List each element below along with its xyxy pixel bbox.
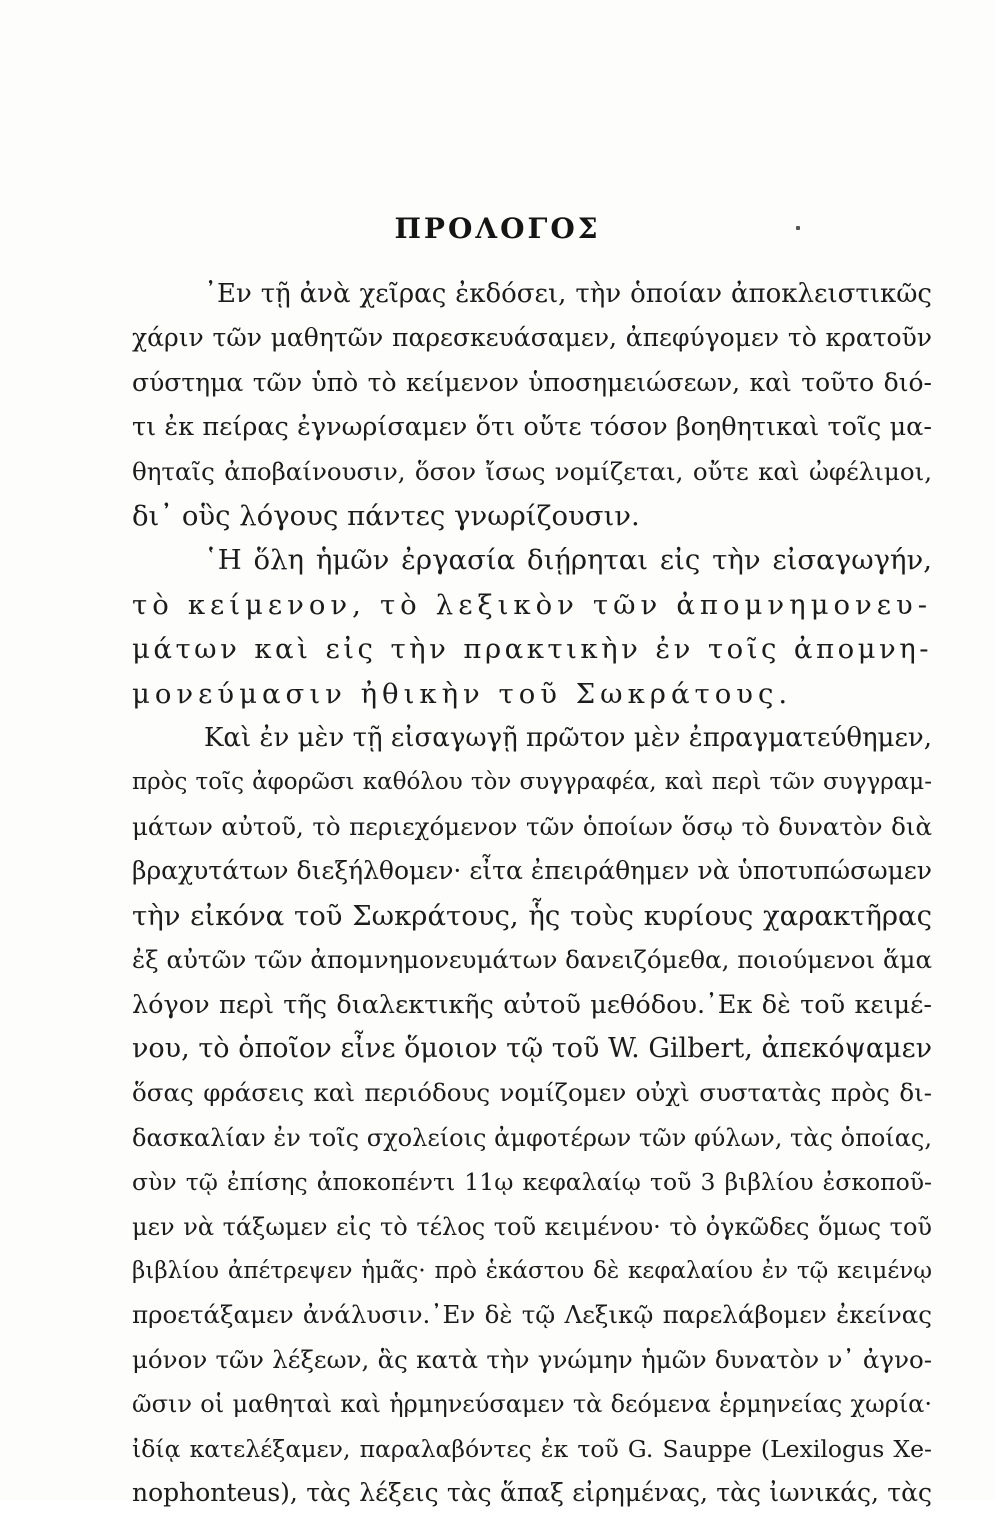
text-line: πρὸς τοῖς ἀφορῶσι καθόλου τὸν συγγραφέα, καὶ περὶ τῶν συγγραμ- <box>132 769 932 796</box>
text-line: μάτων καὶ εἰς τὴν πρακτικὴν ἐν τοῖς ἀπομνη- <box>132 633 932 666</box>
text-line: δασκαλίαν ἐν τοῖς σχολείοις ἀμφοτέρων τῶν φύλων, τὰς ὁποίας, <box>132 1123 932 1152</box>
text-line: νου, τὸ ὁποῖον εἶνε ὅμοιον τῷ τοῦ W. Gilbert, ἀπεκόψαμεν <box>132 1032 932 1064</box>
text-line: βραχυτάτων διεξήλθομεν· εἶτα ἐπειράθημεν νὰ ὑποτυπώσωμεν <box>132 856 932 886</box>
text-line: ἐξ αὐτῶν τῶν ἀπομνημονευμάτων δανειζόμεθα, ποιούμενοι ἅμα <box>132 945 932 975</box>
text-line: ἰδίᾳ κατελέξαμεν, παραλαβόντες ἐκ τοῦ G. Sauppe (Lexilogus Xe- <box>132 1434 932 1463</box>
page-title: ΠΡΟΛΟΓΟΣ <box>394 212 601 245</box>
text-line: μάτων αὐτοῦ, τὸ περιεχόμενον τῶν ὁποίων ὅσῳ τὸ δυνατὸν διὰ <box>132 811 932 841</box>
ink-mark <box>796 226 800 230</box>
text-line: ὅσας φράσεις καὶ περιόδους νομίζομεν οὐχὶ συστατὰς πρὸς δι- <box>132 1078 932 1108</box>
text-line: λόγον περὶ τῆς διαλεκτικῆς αὐτοῦ μεθόδου.᾿Εκ δὲ τοῦ κειμέ- <box>132 989 932 1020</box>
text-line: τὸ κείμενον, τὸ λεξικὸν τῶν ἀπομνημονευ- <box>132 588 932 621</box>
text-line: θηταῖς ἀποβαίνουσιν, ὅσον ἴσως νομίζεται, οὔτε καὶ ὠφέλιμοι, <box>132 456 932 486</box>
text-line: μεν νὰ τάξωμεν εἰς τὸ τέλος τοῦ κειμένου· τὸ ὀγκῶδες ὅμως τοῦ <box>132 1212 932 1241</box>
preface-text <box>132 272 932 1515</box>
text-line: ῾Η ὅλη ἡμῶν ἐργασία διῄρηται εἰς τὴν εἰσαγωγήν, <box>204 544 932 577</box>
text-line: βιβλίου ἀπέτρεψεν ἡμᾶς· πρὸ ἑκάστου δὲ κεφαλαίου ἐν τῷ κειμένῳ <box>132 1257 932 1284</box>
text-line: σύστημα τῶν ὑπὸ τὸ κείμενον ὑποσημειώσεων, καὶ τοῦτο διό- <box>132 367 932 397</box>
text-line: τι ἐκ πείρας ἐγνωρίσαμεν ὅτι οὔτε τόσον βοηθητικαὶ τοῖς μα- <box>132 412 932 443</box>
text-line: σὺν τῷ ἐπίσης ἀποκοπέντι 11ῳ κεφαλαίῳ τοῦ 3 βιβλίου ἐσκοποῦ- <box>132 1168 932 1197</box>
text-line: χάριν τῶν μαθητῶν παρεσκευάσαμεν, ἀπεφύγομεν τὸ κρατοῦν <box>132 323 932 353</box>
text-line: nophonteus), τὰς λέξεις τὰς ἅπαξ εἰρημένας, τὰς ἰωνικάς, τὰς <box>132 1477 932 1507</box>
text-line: ῶσιν οἱ μαθηταὶ καὶ ἡρμηνεύσαμεν τὰ δεόμενα ἑρμηνείας χωρία· <box>132 1390 932 1419</box>
text-line: Καὶ ἐν μὲν τῇ εἰσαγωγῇ πρῶτον μὲν ἐπραγματεύθημεν, <box>204 723 932 754</box>
text-line: προετάξαμεν ἀνάλυσιν.᾿Εν δὲ τῷ Λεξικῷ παρελάβομεν ἐκείνας <box>132 1300 932 1330</box>
text-line: τὴν εἰκόνα τοῦ Σωκράτους, ἧς τοὺς κυρίους χαρακτῆρας <box>132 899 932 932</box>
text-line: ᾿Εν τῇ ἀνὰ χεῖρας ἐκδόσει, τὴν ὁποίαν ἀποκλειστικῶς <box>204 279 932 309</box>
text-line: δι᾿ οὓς λόγους πάντες γνωρίζουσιν. <box>132 500 640 533</box>
text-line: μόνον τῶν λέξεων, ἃς κατὰ τὴν γνώμην ἡμῶν δυνατὸν ν᾿ ἀγνο- <box>132 1344 932 1374</box>
text-line: μονεύμασιν ἠθικὴν τοῦ Σωκράτους. <box>132 677 793 710</box>
